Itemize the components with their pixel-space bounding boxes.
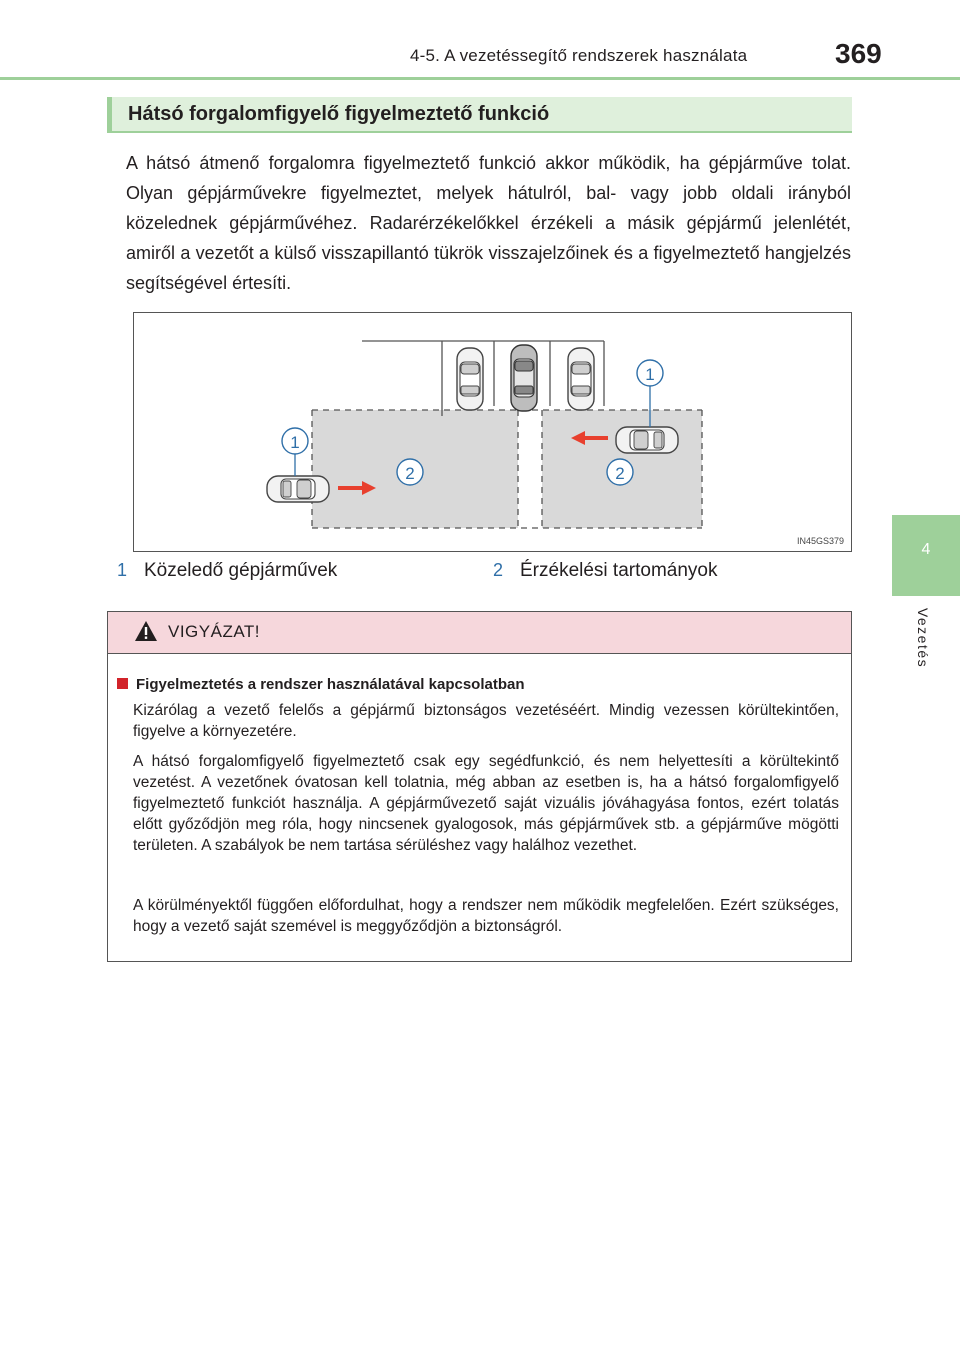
rcta-diagram-svg [134,313,851,551]
chapter-tab[interactable] [892,515,960,596]
rcta-diagram [133,312,852,552]
legend-marker-2 [490,560,508,580]
callout-2-left-text: 2 [405,464,415,483]
legend-item-1 [114,560,337,582]
figure-code: IN45GS379 [796,536,844,546]
legend-marker-2-text: 2 [493,560,504,580]
chapter-label-text: Vezetés [915,607,931,669]
callout-1-right-text: 1 [645,365,655,384]
section-title-bar [107,97,852,133]
warning-subheading [117,676,525,693]
legend-text-1: Közeledő gépjárművek [144,560,338,581]
callout-2-right-text: 2 [615,464,625,483]
callout-1-left [282,428,308,454]
chapter-number: 4 [921,541,931,558]
callout-1-right [637,360,663,386]
chapter-label [913,600,933,680]
legend-text-2: Érzékelési tartományok [520,560,718,581]
own-vehicle [511,345,537,411]
red-square-icon [117,678,128,689]
parked-car-right [568,348,594,410]
warning-paragraph-1: Kizárólag a vezető felelős a gépjármű biztonságos vezetéséért. Mindig vezessen körültekintően, figyelve a környezetére. [133,702,839,740]
warning-subheading-text: Figyelmeztetés a rendszer használatával kapcsolatban [136,676,525,693]
callout-1-left-text: 1 [290,433,300,452]
legend-item-2 [490,560,717,582]
header-section-title: 4-5. A vezetéssegítő rendszerek használata [410,46,748,65]
warning-paragraph-3: A körülményektől függően előfordulhat, hogy a rendszer nem működik megfelelően. Ezért szükséges, hogy a vezető saját szemével is meggyőződjön a biztonságról. [133,897,839,935]
approaching-car-left [267,476,329,502]
warning-label: VIGYÁZAT! [168,622,261,641]
legend-marker-1-text: 1 [117,560,128,580]
header-rule [0,77,960,80]
page-number: 369 [835,38,882,69]
callout-2-right [607,459,633,485]
legend-marker-1 [114,560,132,580]
warning-box [107,611,852,962]
approaching-car-right [616,427,678,453]
parked-car-left [457,348,483,410]
warning-paragraph-2: A hátsó forgalomfigyelő figyelmeztető csak egy segédfunkció, és nem helyettesíti a körültekintő vezetést. A vezetőnek óvatosan kell tolatnia, még abban az esetben is, ha a hátsó forgalomfigyelő figyelmeztető funkciót használja. A gépjárművezető saját vizuális jóváhagyása fontos, ezért tolatás előtt győződjön meg róla, hogy nincsenek gyalogosok, más gépjárművek stb. a gépjárműve mögötti területen. A szabályok be nem tartása sérüléshez vagy halálhoz vezethet. [133,753,839,854]
warning-header [108,612,851,654]
intro-paragraph: A hátsó átmenő forgalomra figyelmeztető funkció akkor működik, ha gépjárműve tolat. Olyan gépjárművekre figyelmeztet, melyek hátulról, bal- vagy jobb oldali irányból közelednek gépjárművéhez. Radarérzékelőkkel érzékeli a másik gépjármű jelenlétét, amiről a vezetőt a külső visszapillantó tükrök visszajelzőinek és a figyelmeztető hangjelzés segítségével értesíti. [126,153,851,293]
warning-triangle-icon [134,620,158,642]
callout-2-left [397,459,423,485]
section-title: Hátsó forgalomfigyelő figyelmeztető funkció [128,103,550,125]
